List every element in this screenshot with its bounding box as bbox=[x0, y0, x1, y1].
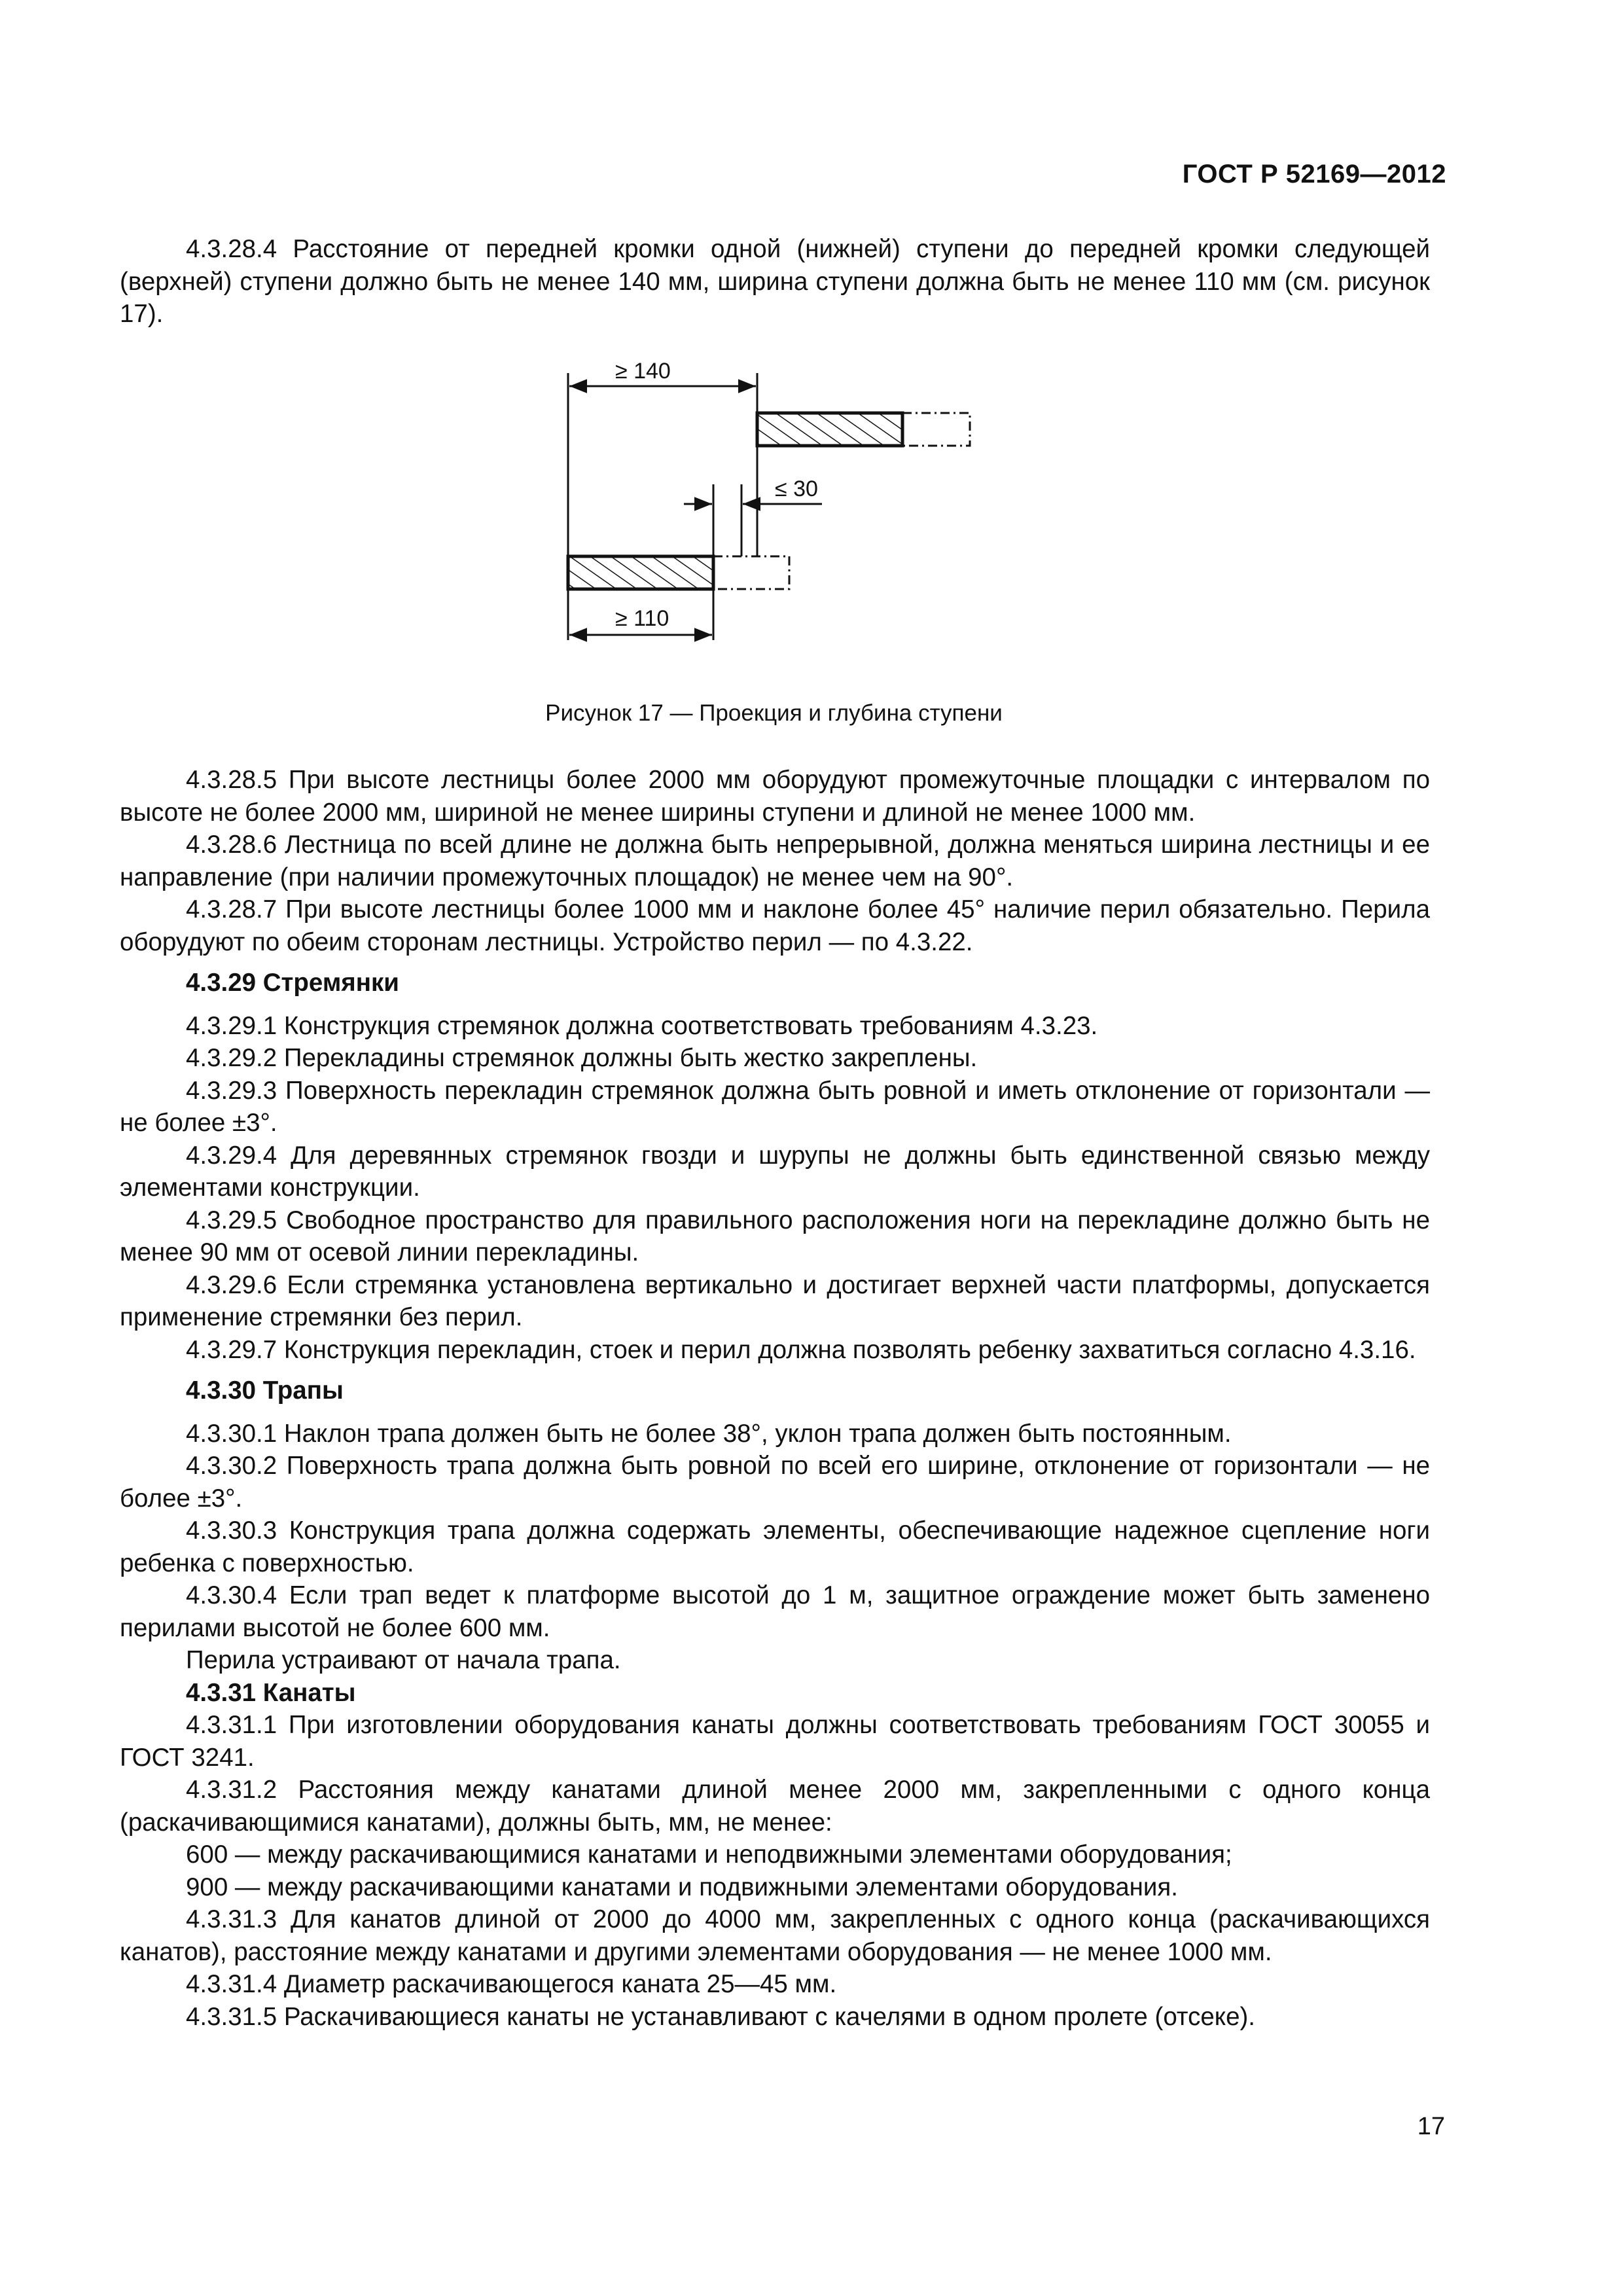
paragraph-4-3-31-2: 4.3.31.2 Расстояния между канатами длиной менее 2000 мм, закрепленными с одного конца (раскачивающимися канатами), должны быть, мм, не менее: bbox=[120, 1776, 1430, 1837]
paragraph-4-3-29-5: 4.3.29.5 Свободное пространство для правильного расположения ноги на перекладине должно быть не менее 90 мм от осевой линии перекладины. bbox=[120, 1206, 1430, 1266]
upper-step-continuation bbox=[902, 413, 970, 446]
paragraph-4-3-29-7: 4.3.29.7 Конструкция перекладин, стоек и перил должна позволять ребенку захватиться согласно 4.3.16. bbox=[186, 1335, 1416, 1364]
paragraph-4-3-30-3: 4.3.30.3 Конструкция трапа должна содержать элементы, обеспечивающие надежное сцепление ноги ребенка с поверхностью. bbox=[120, 1516, 1430, 1577]
paragraph-4-3-29-3: 4.3.29.3 Поверхность перекладин стремянок должна быть ровной и иметь отклонение от горизонтали — не более ±3°. bbox=[120, 1076, 1430, 1137]
paragraph-4-3-30-4: 4.3.30.4 Если трап ведет к платформе высотой до 1 м, защитное ограждение может быть заменено перилами высотой не более 600 мм. bbox=[120, 1581, 1430, 1642]
paragraph-4-3-31-2-item-900: 900 — между раскачивающими канатами и подвижными элементами оборудования. bbox=[186, 1873, 1178, 1901]
paragraph-4-3-31-4: 4.3.31.4 Диаметр раскачивающегося каната 25—45 мм. bbox=[186, 1970, 837, 1998]
paragraph-4-3-29-6: 4.3.29.6 Если стремянка установлена вертикально и достигает верхней части платформы, допускается применение стремянки без перил. bbox=[120, 1270, 1430, 1331]
paragraph-4-3-30-4-continued: Перила устраивают от начала трапа. bbox=[186, 1646, 621, 1674]
paragraph-4-3-29-4: 4.3.29.4 Для деревянных стремянок гвозди и шурупы не должны быть единственной связью между элементами конструкции. bbox=[120, 1141, 1430, 1202]
paragraph-4-3-28-7: 4.3.28.7 При высоте лестницы более 1000 мм и наклоне более 45° наличие перил обязательно. Перила оборудуют по обеим сторонам лестницы. Устройство перил — по 4.3.22. bbox=[120, 895, 1430, 956]
dimension-label-30: ≤ 30 bbox=[775, 476, 818, 501]
section-heading-4-3-31: 4.3.31 Канаты bbox=[186, 1678, 356, 1707]
paragraph-4-3-28-5: 4.3.28.5 При высоте лестницы более 2000 мм оборудуют промежуточные площадки с интервалом по высоте не более 2000 мм, шириной не менее ширины ступени и длиной не менее 1000 мм. bbox=[120, 766, 1430, 827]
paragraph-4-3-31-1: 4.3.31.1 При изготовлении оборудования канаты должны соответствовать требованиям ГОСТ 30055 и ГОСТ 3241. bbox=[120, 1711, 1430, 1772]
standard-number: ГОСТ Р 52169—2012 bbox=[1182, 160, 1446, 188]
step-projection-diagram bbox=[537, 347, 995, 648]
lower-step-continuation bbox=[713, 556, 789, 589]
section-heading-4-3-29: 4.3.29 Стремянки bbox=[186, 969, 399, 997]
dimension-label-140: ≥ 140 bbox=[615, 359, 671, 384]
paragraph-4-3-29-1: 4.3.29.1 Конструкция стремянок должна соответствовать требованиям 4.3.23. bbox=[186, 1011, 1098, 1040]
figure-caption: Рисунок 17 — Проекция и глубина ступени bbox=[545, 700, 1003, 726]
figure-17 bbox=[537, 347, 995, 648]
lower-step bbox=[568, 556, 713, 589]
dimension-label-110: ≥ 110 bbox=[615, 606, 669, 631]
paragraph-4-3-28-4: 4.3.28.4 Расстояние от передней кромки одной (нижней) ступени до передней кромки следующей (верхней) ступени должно быть не менее 140 мм, ширина ступени должна быть не менее 110 мм (см. рисунок 17). bbox=[120, 235, 1430, 328]
paragraph-4-3-31-3: 4.3.31.3 Для канатов длиной от 2000 до 4000 мм, закрепленных с одного конца (раскачивающихся канатов), расстояние между канатами и другими элементами оборудования — не менее 1000 мм. bbox=[120, 1905, 1430, 1966]
paragraph-4-3-31-2-item-600: 600 — между раскачивающимися канатами и неподвижными элементами оборудования; bbox=[186, 1840, 1232, 1869]
paragraph-4-3-29-2: 4.3.29.2 Перекладины стремянок должны быть жестко закреплены. bbox=[186, 1044, 978, 1072]
section-heading-4-3-30: 4.3.30 Трапы bbox=[186, 1376, 344, 1405]
page-number: 17 bbox=[1417, 2113, 1445, 2140]
upper-step bbox=[757, 413, 902, 446]
paragraph-4-3-28-6: 4.3.28.6 Лестница по всей длине не должна быть непрерывной, должна меняться ширина лестницы и ее направление (при наличии промежуточных площадок) не менее чем на 90°. bbox=[120, 831, 1430, 891]
text-block-main bbox=[120, 764, 1430, 2033]
paragraph-4-3-30-1: 4.3.30.1 Наклон трапа должен быть не более 38°, уклон трапа должен быть постоянным. bbox=[186, 1419, 1232, 1448]
paragraph-4-3-31-5: 4.3.31.5 Раскачивающиеся канаты не устанавливают с качелями в одном пролете (отсеке). bbox=[186, 2002, 1255, 2031]
paragraph-4-3-30-2: 4.3.30.2 Поверхность трапа должна быть ровной по всей его ширине, отклонение от горизонтали — не более ±3°. bbox=[120, 1452, 1430, 1513]
text-block-top bbox=[120, 233, 1430, 331]
